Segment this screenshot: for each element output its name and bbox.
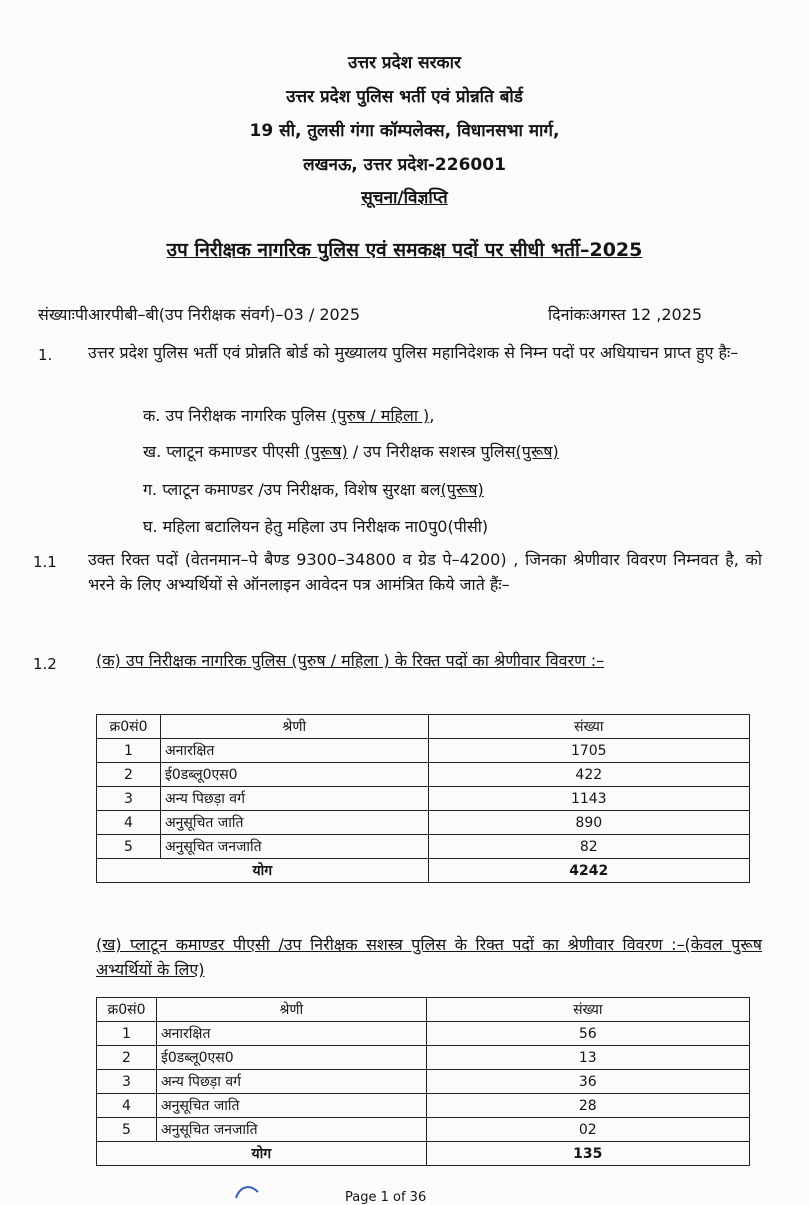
cell-category: अन्य पिछड़ा वर्ग [160, 787, 428, 811]
item-tag: (पुरूष) [440, 480, 484, 499]
cell-count: 36 [426, 1070, 749, 1094]
cell-category: अनुसूचित जाति [156, 1094, 426, 1118]
item-label: घ. [143, 517, 158, 536]
table-row [97, 1022, 750, 1046]
section-number-1-2: 1.2 [33, 655, 57, 673]
cell-category: अनुसूचित जनजाति [160, 835, 428, 859]
section-1-text: उत्तर प्रदेश पुलिस भर्ती एवं प्रोन्नति बोर्ड को मुख्यालय पुलिस महानिदेशक से निम्न पदों पर अधियाचन प्राप्त हुए हैः– [88, 343, 739, 362]
item-ga [143, 478, 484, 500]
cell-count: 890 [428, 811, 749, 835]
cell-serial: 1 [97, 739, 161, 763]
item-tag: (पुरूष) [304, 442, 348, 461]
table-total-row [97, 859, 750, 883]
cell-serial: 5 [97, 1118, 157, 1142]
item-text: प्लाटून कमाण्डर /उप निरीक्षक, विशेष सुरक्षा बल [162, 480, 441, 499]
section-number-1-1: 1.1 [33, 553, 57, 571]
total-value: 135 [426, 1142, 749, 1166]
header-board: उत्तर प्रदेश पुलिस भर्ती एवं प्रोन्नति बोर्ड [286, 87, 523, 107]
item-ka [143, 404, 434, 426]
reference-number: संख्याःपीआरपीबी–बी(उप निरीक्षक संवर्ग)–03 / 2025 [38, 305, 361, 324]
cell-serial: 2 [97, 1046, 157, 1070]
total-label: योग [97, 1142, 427, 1166]
item-text: महिला बटालियन हेतु महिला उप निरीक्षक ना0पु0(पीसी) [162, 517, 489, 536]
table-row [97, 1046, 750, 1070]
table-total-row [97, 1142, 750, 1166]
item-text: प्लाटून कमाण्डर पीएसी [166, 442, 300, 461]
item-label: ग. [143, 480, 158, 499]
cell-count: 02 [426, 1118, 749, 1142]
category-table-pac [96, 997, 750, 1166]
item-tail: / उप निरीक्षक सशस्त्र पुलिस [352, 442, 516, 461]
table-row [97, 763, 750, 787]
cell-serial: 5 [97, 835, 161, 859]
cell-serial: 3 [97, 787, 161, 811]
document-title: उप निरीक्षक नागरिक पुलिस एवं समकक्ष पदों पर सीधी भर्ती–2025 [166, 239, 643, 261]
table-row [97, 835, 750, 859]
table-row [97, 1070, 750, 1094]
cell-count: 13 [426, 1046, 749, 1070]
cell-category: ई0डब्लू0एस0 [160, 763, 428, 787]
cell-category: अनुसूचित जनजाति [156, 1118, 426, 1142]
item-tag-2: (पुरूष) [515, 442, 559, 461]
column-header-category: श्रेणी [160, 715, 428, 739]
section-number-1: 1. [38, 346, 53, 364]
table-a-heading: (क) उप निरीक्षक नागरिक पुलिस (पुरुष / महिला ) के रिक्त पदों का श्रेणीवार विवरण :– [96, 651, 605, 670]
notice-label: सूचना/विज्ञप्ति [361, 188, 448, 208]
item-tail: , [429, 406, 435, 425]
cell-category: अनारक्षित [160, 739, 428, 763]
cell-count: 1143 [428, 787, 749, 811]
column-header-count: संख्या [428, 715, 749, 739]
item-label: क. [143, 406, 161, 425]
item-tag: (पुरुष / महिला ) [331, 406, 430, 425]
table-b-heading: (ख) प्लाटून कमाण्डर पीएसी /उप निरीक्षक सशस्त्र पुलिस के रिक्त पदों का श्रेणीवार विवरण :–(केवल पुरूष अभ्यर्थियों के लिए) [96, 935, 762, 979]
table-row [97, 811, 750, 835]
notice-date: दिनांकःअगस्त 12 ,2025 [548, 305, 703, 324]
column-header-count: संख्या [426, 998, 749, 1022]
header-city: लखनऊ, उत्तर प्रदेश-226001 [303, 155, 506, 175]
item-gha [143, 515, 488, 537]
cell-count: 422 [428, 763, 749, 787]
section-1-1-text: उक्त रिक्त पदों (वेतनमान–पे बैण्ड 9300–34800 व ग्रेड पे–4200) , जिनका श्रेणीवार विवरण निम्नवत है, को भरने के लिए अभ्यर्थियों से ऑनलाइन आवेदन पत्र आमंत्रित किये जाते हैंः– [88, 550, 762, 594]
cell-serial: 1 [97, 1022, 157, 1046]
total-value: 4242 [428, 859, 749, 883]
table-row [97, 787, 750, 811]
column-header-category: श्रेणी [156, 998, 426, 1022]
cell-category: ई0डब्लू0एस0 [156, 1046, 426, 1070]
item-label: ख. [143, 442, 162, 461]
table-row [97, 1118, 750, 1142]
category-table-civil-police [96, 714, 750, 883]
cell-serial: 3 [97, 1070, 157, 1094]
table-header-row [97, 998, 750, 1022]
cell-serial: 2 [97, 763, 161, 787]
header-government: उत्तर प्रदेश सरकार [348, 53, 461, 73]
cell-count: 28 [426, 1094, 749, 1118]
table-header-row [97, 715, 750, 739]
cell-serial: 4 [97, 1094, 157, 1118]
item-kha [143, 440, 559, 462]
cell-count: 82 [428, 835, 749, 859]
item-text: उप निरीक्षक नागरिक पुलिस [165, 406, 326, 425]
cell-serial: 4 [97, 811, 161, 835]
total-label: योग [97, 859, 429, 883]
cell-count: 56 [426, 1022, 749, 1046]
column-header-serial: क्र0सं0 [97, 715, 161, 739]
cell-count: 1705 [428, 739, 749, 763]
handwritten-mark [232, 1182, 262, 1200]
cell-category: अनुसूचित जाति [160, 811, 428, 835]
header-address: 19 सी, तुलसी गंगा कॉम्पलेक्स, विधानसभा मार्ग, [249, 121, 560, 141]
cell-category: अन्य पिछड़ा वर्ग [156, 1070, 426, 1094]
column-header-serial: क्र0सं0 [97, 998, 157, 1022]
table-row [97, 1094, 750, 1118]
cell-category: अनारक्षित [156, 1022, 426, 1046]
page-number: Page 1 of 36 [345, 1190, 427, 1205]
table-row [97, 739, 750, 763]
